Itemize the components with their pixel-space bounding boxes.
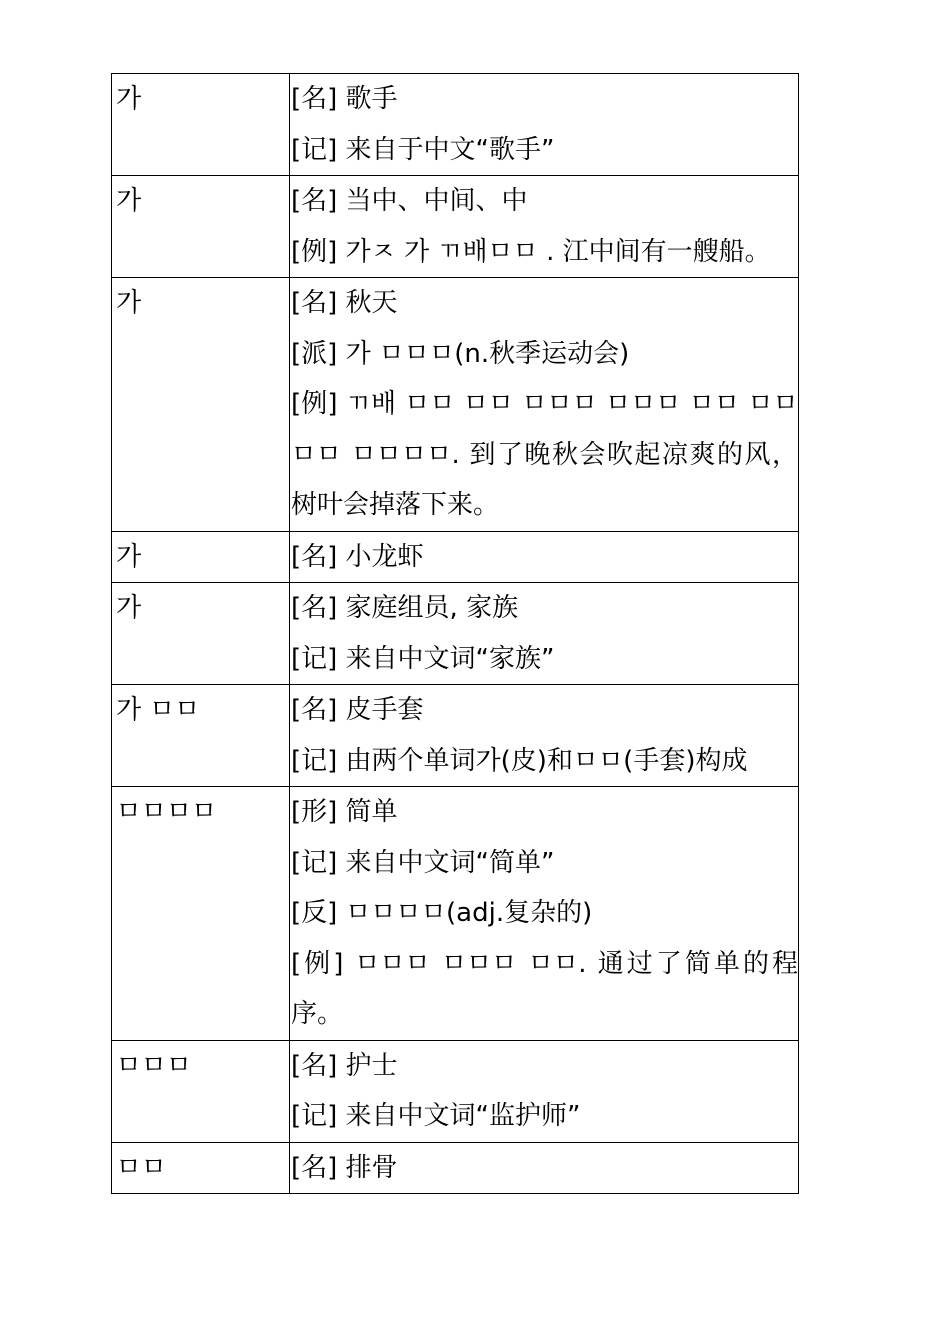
definition-cell [290, 531, 799, 583]
word-text: 가 [116, 186, 142, 216]
word-cell [112, 1142, 290, 1194]
example-line: [例] ㅁㅁㅁ ㅁㅁㅁ ㅁㅁ. 通过了简单的程序。 [291, 948, 798, 1029]
word-text: 가 [116, 541, 142, 572]
antonym-line: [反] ㅁㅁㅁㅁ(adj.复杂的) [291, 898, 593, 928]
word-text: 가 ㅁㅁ [116, 695, 200, 725]
vocabulary-table [111, 73, 799, 1194]
word-cell [112, 278, 290, 532]
word-cell [112, 1040, 290, 1142]
table-row [112, 74, 799, 176]
definition-line: [名] 护士 [291, 1050, 398, 1081]
word-text: ㅁㅁ [116, 1152, 167, 1183]
definition-line: [名] 排骨 [291, 1152, 398, 1183]
example-line: [例] 가ㅈ 가 ㄲ배ㅁㅁ . 江中间有一艘船。 [291, 236, 771, 267]
table-row [112, 685, 799, 787]
definition-cell [290, 1040, 799, 1142]
table-row [112, 787, 799, 1041]
word-text: ㅁㅁㅁㅁ [116, 797, 217, 827]
table-row [112, 1142, 799, 1194]
derivative-line: [派] 가 ㅁㅁㅁ(n.秋季运动会) [291, 338, 630, 369]
word-text: 가 [116, 593, 142, 623]
note-line: [记] 来自中文词“家族” [291, 643, 555, 674]
note-line: [记] 由两个单词가(皮)和ㅁㅁ(手套)构成 [291, 745, 748, 776]
word-text: 가 [116, 84, 142, 114]
table-row [112, 176, 799, 278]
note-line: [记] 来自中文词“监护师” [291, 1101, 581, 1131]
word-cell [112, 583, 290, 685]
table-row [112, 583, 799, 685]
table-row [112, 531, 799, 583]
definition-line: [记] 来自于中文“歌手” [291, 134, 555, 165]
definition-cell [290, 278, 799, 532]
word-text: 가 [116, 288, 142, 318]
definition-line: [名] 皮手套 [291, 695, 424, 725]
word-cell [112, 531, 290, 583]
definition-line: [名] 家庭组员, 家族 [291, 593, 519, 623]
definition-cell [290, 176, 799, 278]
note-line: [记] 来自中文词“简单” [291, 847, 555, 878]
definition-cell [290, 787, 799, 1041]
table-row [112, 278, 799, 532]
definition-cell [290, 583, 799, 685]
table-row [112, 1040, 799, 1142]
example-line: [例] ㄲ배 ㅁㅁ ㅁㅁ ㅁㅁㅁ ㅁㅁㅁ ㅁㅁ ㅁㅁㅁㅁ ㅁㅁㅁㅁ. 到了晚秋会吹起凉爽的风，树叶会掉落下来。 [291, 389, 798, 520]
word-text: ㅁㅁㅁ [116, 1050, 192, 1081]
definition-cell [290, 685, 799, 787]
definition-cell [290, 74, 799, 176]
definition-line: [名] 歌手 [291, 84, 398, 114]
definition-line: [名] 小龙虾 [291, 541, 424, 572]
definition-cell [290, 1142, 799, 1194]
word-cell [112, 176, 290, 278]
definition-line: [名] 当中、中间、中 [291, 186, 528, 216]
word-cell [112, 787, 290, 1041]
definition-line: [形] 简单 [291, 797, 398, 827]
definition-line: [名] 秋天 [291, 288, 398, 318]
word-cell [112, 74, 290, 176]
word-cell [112, 685, 290, 787]
